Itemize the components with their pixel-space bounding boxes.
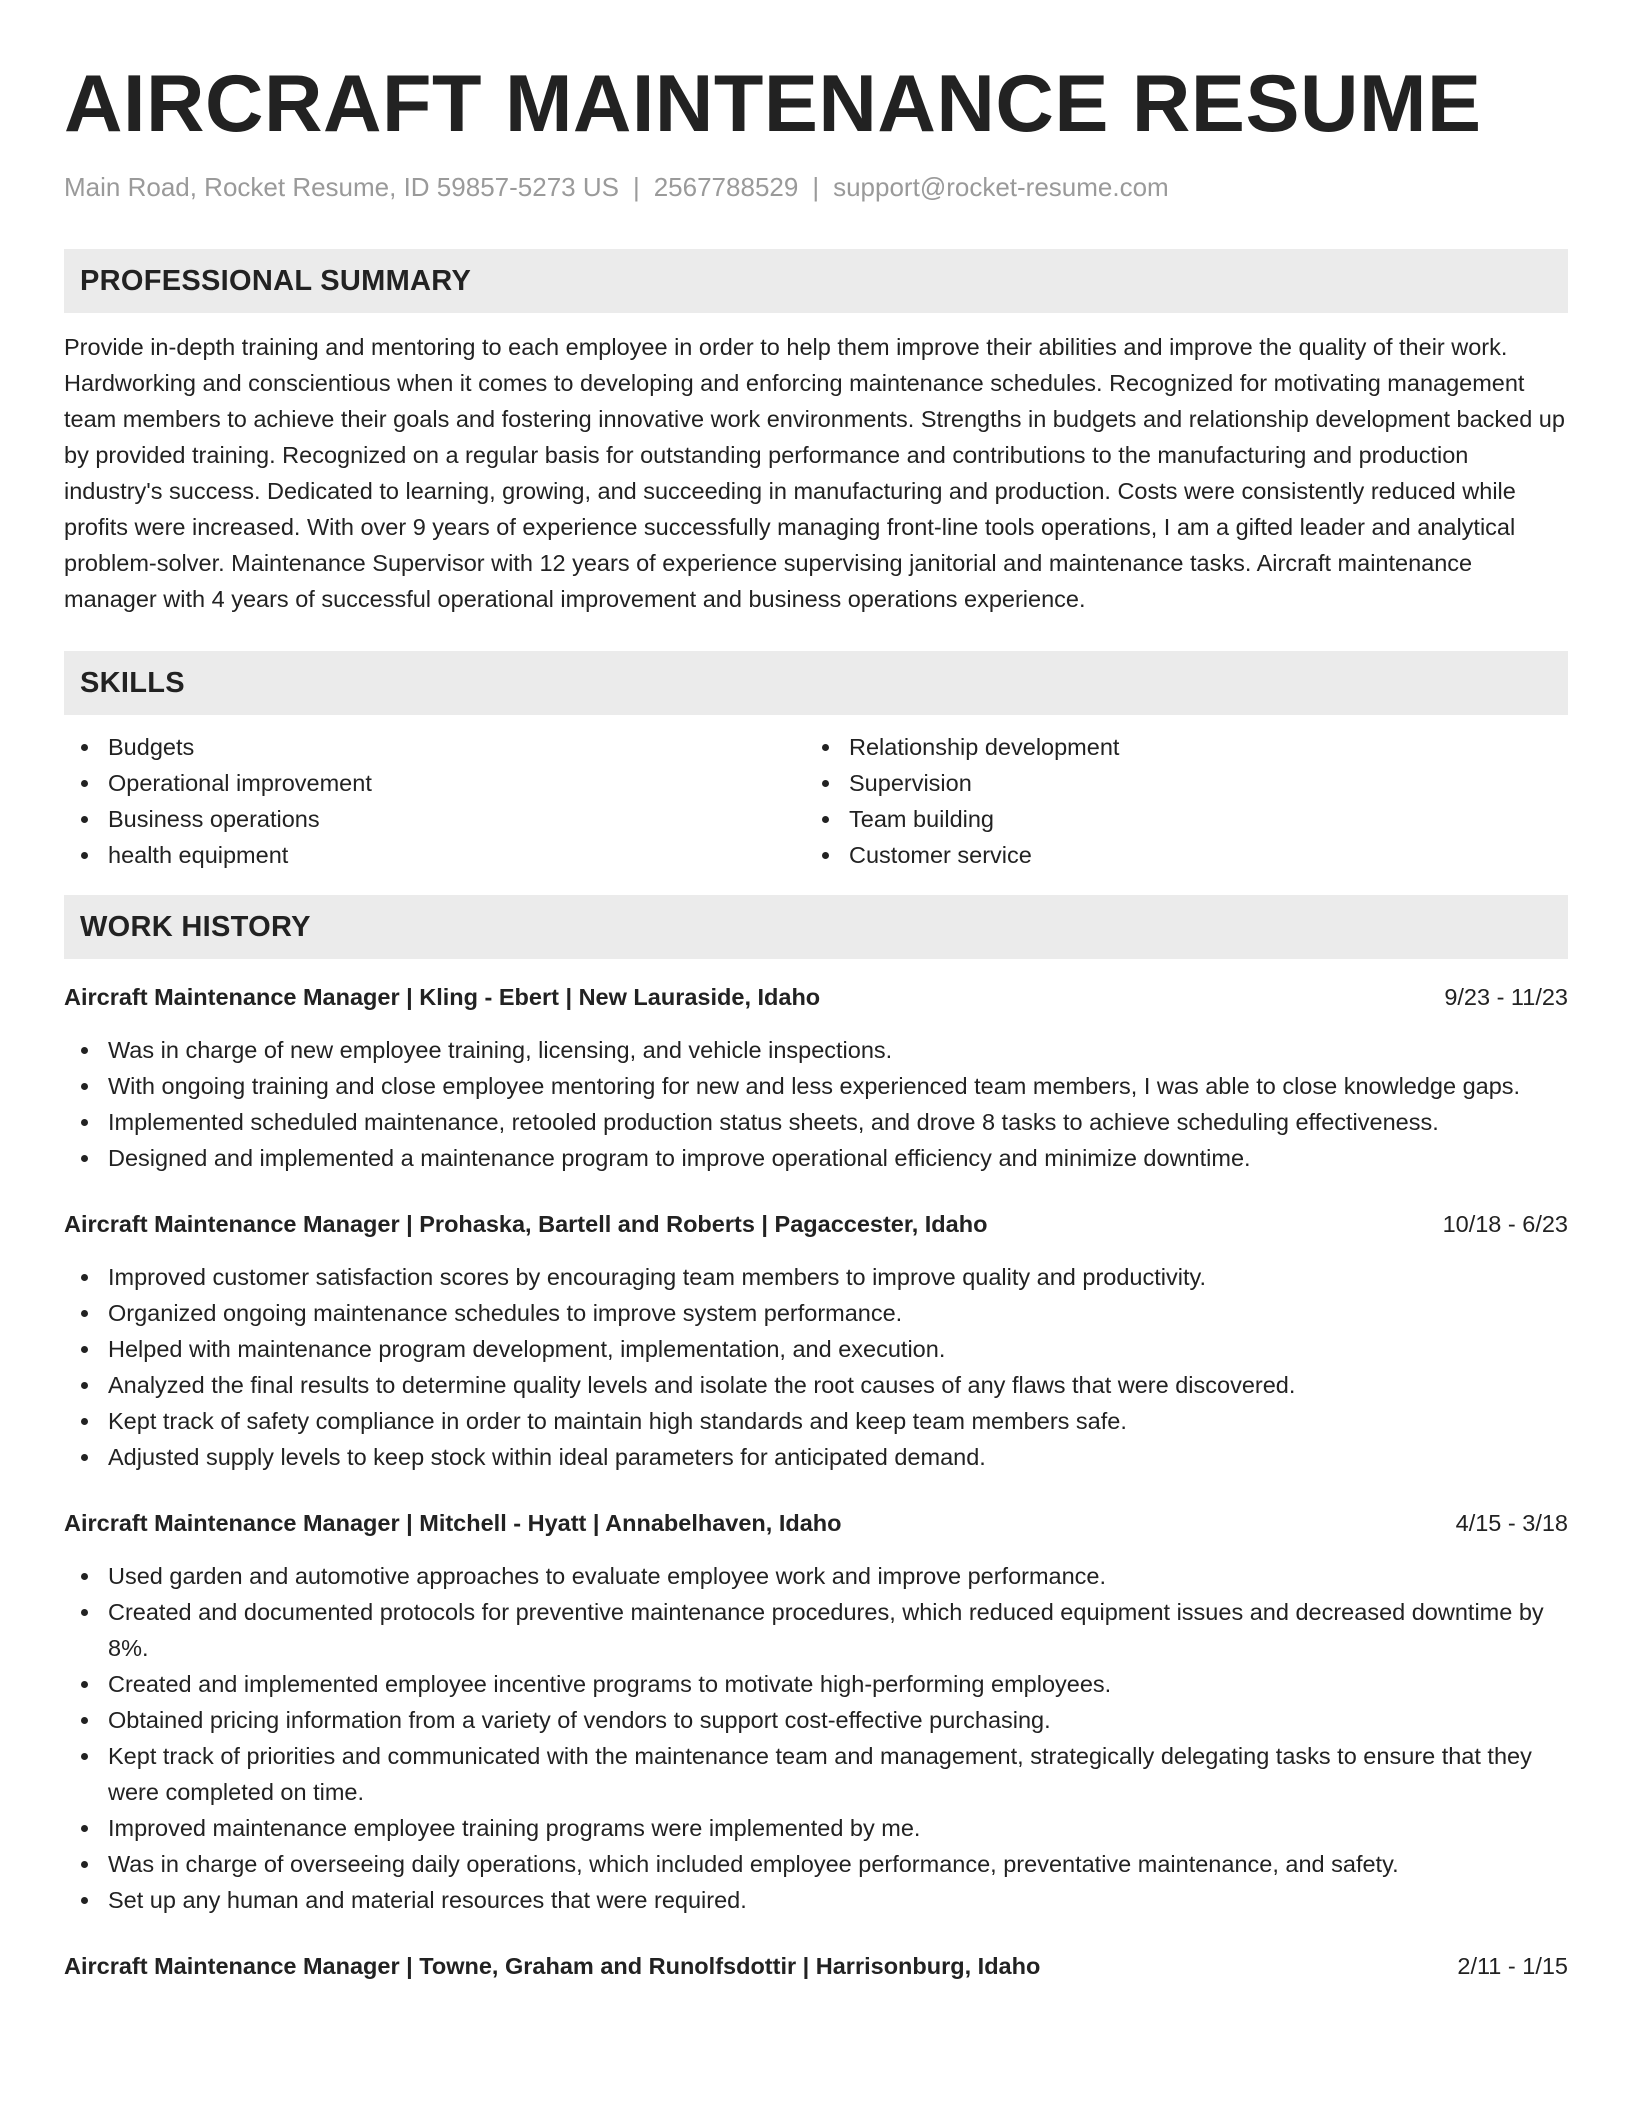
job-title: Aircraft Maintenance Manager | Kling - Ebert | New Lauraside, Idaho — [64, 984, 821, 1010]
job-dates: 10/18 - 6/23 — [1442, 1211, 1568, 1237]
job-bullet: Adjusted supply levels to keep stock within ideal parameters for anticipated demand. — [64, 1439, 1568, 1475]
job-bullets — [64, 1259, 1568, 1475]
skills-list — [64, 729, 1568, 873]
resume-title: AIRCRAFT MAINTENANCE RESUME — [64, 59, 1482, 149]
skill-item: health equipment — [64, 837, 805, 873]
job-title: Aircraft Maintenance Manager | Towne, Graham and Runolfsdottir | Harrisonburg, Idaho — [64, 1953, 1041, 1979]
work-history-heading: WORK HISTORY — [64, 895, 1568, 959]
skill-item: Operational improvement — [64, 765, 805, 801]
job-dates: 2/11 - 1/15 — [1457, 1953, 1568, 1979]
job-bullet: Was in charge of new employee training, licensing, and vehicle inspections. — [64, 1032, 1568, 1068]
skill-item: Customer service — [805, 837, 1546, 873]
job-header — [64, 1505, 1568, 1541]
summary-heading: PROFESSIONAL SUMMARY — [64, 249, 1568, 313]
job-header — [64, 979, 1568, 1015]
contact-separator: | — [632, 172, 640, 202]
job-bullet: Organized ongoing maintenance schedules to improve system performance. — [64, 1295, 1568, 1331]
skills-heading: SKILLS — [64, 651, 1568, 715]
contact-email: support@rocket-resume.com — [833, 172, 1169, 202]
job-bullet: Implemented scheduled maintenance, retooled production status sheets, and drove 8 tasks to achieve scheduling effectiveness. — [64, 1104, 1568, 1140]
contact-line — [64, 170, 1568, 204]
job-entry — [64, 1948, 1568, 1984]
skill-item: Relationship development — [805, 729, 1546, 765]
job-bullet: Obtained pricing information from a variety of vendors to support cost-effective purchasing. — [64, 1702, 1568, 1738]
job-entry — [64, 1206, 1568, 1475]
job-bullet: Set up any human and material resources that were required. — [64, 1882, 1568, 1918]
job-bullet: Helped with maintenance program development, implementation, and execution. — [64, 1331, 1568, 1367]
job-bullet: Analyzed the final results to determine quality levels and isolate the root causes of any flaws that were discovered. — [64, 1367, 1568, 1403]
job-bullets — [64, 1558, 1568, 1918]
contact-phone: 2567788529 — [653, 172, 799, 202]
job-bullet: Improved maintenance employee training programs were implemented by me. — [64, 1810, 1568, 1846]
job-bullet: Designed and implemented a maintenance program to improve operational efficiency and minimize downtime. — [64, 1140, 1568, 1176]
job-header — [64, 1948, 1568, 1984]
job-bullets — [64, 1032, 1568, 1176]
job-bullet: Kept track of priorities and communicated with the maintenance team and management, strategically delegating tasks to ensure that they were completed on time. — [64, 1738, 1568, 1810]
skill-item: Team building — [805, 801, 1546, 837]
job-dates: 9/23 - 11/23 — [1444, 984, 1568, 1010]
job-bullet: Used garden and automotive approaches to evaluate employee work and improve performance. — [64, 1558, 1568, 1594]
job-bullet: With ongoing training and close employee mentoring for new and less experienced team members, I was able to close knowledge gaps. — [64, 1068, 1568, 1104]
skill-item: Budgets — [64, 729, 805, 765]
contact-address: Main Road, Rocket Resume, ID 59857-5273 US — [64, 172, 619, 202]
job-bullet: Created and implemented employee incentive programs to motivate high-performing employees. — [64, 1666, 1568, 1702]
job-bullet: Kept track of safety compliance in order to maintain high standards and keep team members safe. — [64, 1403, 1568, 1439]
job-bullet: Improved customer satisfaction scores by encouraging team members to improve quality and productivity. — [64, 1259, 1568, 1295]
contact-separator: | — [812, 172, 820, 202]
skill-item: Business operations — [64, 801, 805, 837]
job-title: Aircraft Maintenance Manager | Mitchell - Hyatt | Annabelhaven, Idaho — [64, 1510, 842, 1536]
job-entry — [64, 1505, 1568, 1918]
job-title: Aircraft Maintenance Manager | Prohaska, Bartell and Roberts | Pagaccester, Idaho — [64, 1211, 988, 1237]
job-bullet: Created and documented protocols for preventive maintenance procedures, which reduced equipment issues and decreased downtime by 8%. — [64, 1594, 1568, 1666]
job-entry — [64, 979, 1568, 1176]
job-header — [64, 1206, 1568, 1242]
summary-text: Provide in-depth training and mentoring to each employee in order to help them improve their abilities and improve the quality of their work. Hardworking and conscientious when it comes to developing and enforcing maintenance schedules. Recognized for motivating management team members to achieve their goals and fostering innovative work environments. Strengths in budgets and relationship development backed up by provided training. Recognized on a regular basis for outstanding performance and contributions to the manufacturing and production industry's success. Dedicated to learning, growing, and succeeding in manufacturing and production. Costs were consistently reduced while profits were increased. With over 9 years of experience successfully managing front-line tools operations, I am a gifted leader and analytical problem-solver. Maintenance Supervisor with 12 years of experience supervising janitorial and maintenance tasks. Aircraft maintenance manager with 4 years of successful operational improvement and business operations experience. — [64, 334, 1565, 612]
skill-item: Supervision — [805, 765, 1546, 801]
skills-column-right — [805, 729, 1546, 873]
job-dates: 4/15 - 3/18 — [1455, 1510, 1568, 1536]
skills-column-left — [64, 729, 805, 873]
job-bullet: Was in charge of overseeing daily operations, which included employee performance, preventative maintenance, and safety. — [64, 1846, 1568, 1882]
